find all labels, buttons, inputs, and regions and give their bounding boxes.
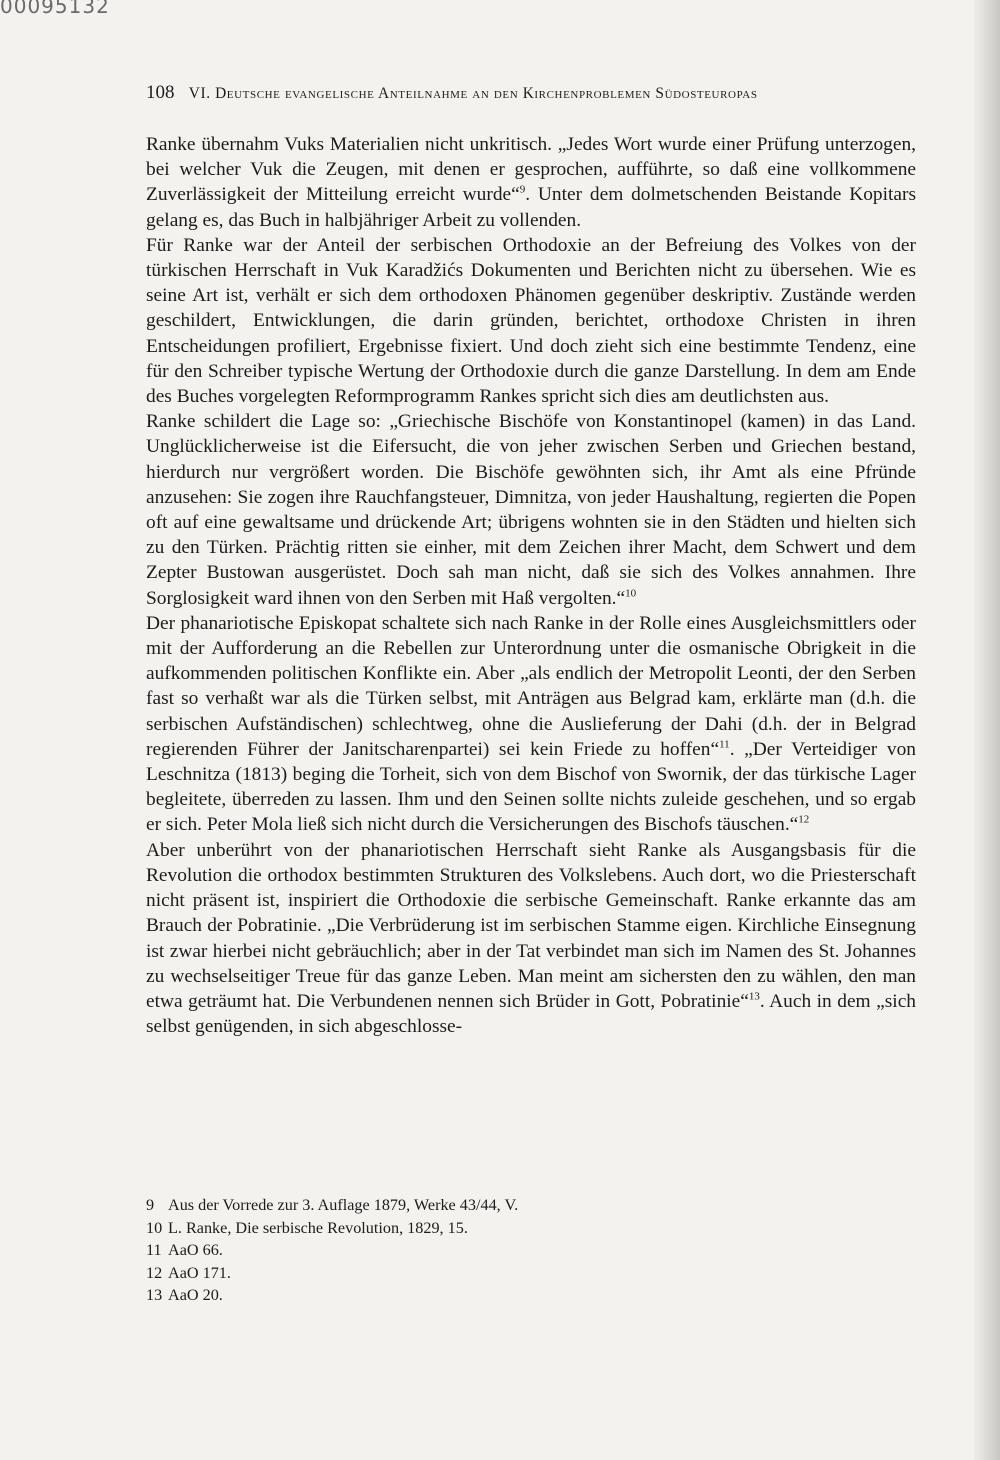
footnote-number: 13: [146, 1286, 163, 1305]
footnote-text: L. Ranke, Die serbische Revolution, 1829, 15.: [168, 1218, 468, 1237]
paragraph-text: . Auch in dem „sich selbst genügenden, in sich abgeschlosse-: [146, 990, 916, 1038]
footnote: [146, 1239, 916, 1262]
running-head: [146, 82, 926, 104]
footnote-text: AaO 171.: [168, 1263, 231, 1282]
footnote-reference: 9: [519, 183, 526, 196]
body-paragraph: [146, 132, 916, 233]
footnote: [146, 1262, 916, 1285]
footnote-number: 12: [146, 1263, 163, 1282]
paragraph-text: Ranke schildert die Lage so: „Griechische Bischöfe von Konstantinopel (kamen) in das Land. Unglücklicherweise ist die Eifersucht, die von jeher zwischen Serben und Griechen bestand, hierdurch nur vergrößert worden. Die Bischöfe gewöhnten sich, ihr Amt als eine Pfründe anzusehen: Sie zogen ihre Rauchfangsteuer, Dimnitza, von jeder Haushaltung, regierten die Popen oft auf eine gewaltsame und drückende Art; übrigens wohnten sie in den Städten und hielten sich zu den Türken. Prächtig ritten sie einher, mit dem Zeichen ihrer Macht, dem Schwert und dem Zepter Bustowan ausgerüstet. Doch sah man nicht, daß sie sich des Volkes annahmen. Ihre Sorglosigkeit ward ihnen von den Serben mit Haß vergolten.“: [146, 411, 916, 609]
footnote-reference: 10: [625, 587, 637, 600]
footnote-number: 11: [146, 1241, 162, 1260]
body-paragraph: [146, 838, 916, 1040]
scan-id-label: 00095132: [0, 0, 110, 18]
body-paragraph: [146, 611, 916, 838]
scan-edge-shadow: [974, 0, 1000, 1460]
running-head-title: VI. Deutsche evangelische Anteilnahme an den Kirchenproblemen Südosteuropas: [188, 85, 758, 102]
paragraph-text: . Unter dem dolmetschenden Beistande Kopitars gelang es, das Buch in halbjähriger Arbeit zu vollenden.: [146, 184, 916, 231]
footnote-text: AaO 66.: [168, 1241, 223, 1260]
footnote-reference: 12: [798, 814, 810, 827]
paragraph-text: Ranke übernahm Vuks Materialien nicht unkritisch. „Jedes Wort wurde einer Prüfung unterzogen, bei welcher Vuk die Zeugen, mit denen er gesprochen, aufführte, so daß eine vollkommene Zuverlässigkeit der Mitteilung erreicht wurde“: [146, 134, 916, 206]
footnote-text: Aus der Vorrede zur 3. Auflage 1879, Werke 43/44, V.: [168, 1196, 519, 1214]
footnote: [146, 1284, 916, 1307]
footnote-number: 10: [146, 1218, 163, 1237]
body-text: [146, 132, 916, 1039]
page-number: 108: [146, 82, 175, 103]
footnotes: [146, 1194, 916, 1307]
footnote-reference: 13: [748, 990, 760, 1003]
paragraph-text: . „Der Verteidiger von Leschnitza (1813) beging die Torheit, sich von dem Bischof von Swornik, der das türkische Lager begleitete, überreden zu lassen. Ihm und den Seinen sollte nichts zuleide geschehen, und so ergab er sich. Peter Mola ließ sich nicht durch die Versicherungen des Bischofs täuschen.“: [146, 738, 916, 836]
paragraph-text: Aber unberührt von der phanariotischen Herrschaft sieht Ranke als Ausgangsbasis für die Revolution die orthodox bestimmten Strukturen des Volkslebens. Auch dort, wo die Priesterschaft nicht präsent ist, inspiriert die Orthodoxie die serbische Gemeinschaft. Ranke erkannte das am Brauch der Pobratinie. „Die Verbrüderung ist im serbischen Stamme eigen. Kirchliche Einsegnung ist zwar hierbei nicht gebräuchlich; aber in der Tat verbindet man sich im Namen des St. Johannes zu wechselseitiger Treue für das ganze Leben. Man meint am sichersten den zu wählen, den man etwa geträumt hat. Die Verbundenen nennen sich Brüder in Gott, Pobratinie“: [146, 839, 916, 1012]
footnote: [146, 1217, 916, 1240]
footnote-reference: 11: [719, 738, 730, 751]
body-paragraph: [146, 233, 916, 409]
paragraph-text: Der phanariotische Episkopat schaltete sich nach Ranke in der Rolle eines Ausgleichsmittlers oder mit der Aufforderung an die Rebellen zur Unterordnung unter die osmanische Obrigkeit in die aufkommenden politischen Konflikte ein. Aber „als endlich der Metropolit Leonti, der den Serben fast so verhaßt war als die Türken selbst, mit Anträgen aus Belgrad kam, erklärte man (d.h. die serbischen Aufständischen) schlechtweg, ohne die Auslieferung der Dahi (d.h. der in Belgrad regierenden Führer der Janitscharenpartei) sei kein Friede zu hoffen“: [146, 612, 916, 760]
footnote: [146, 1194, 916, 1217]
footnote-text: AaO 20.: [168, 1286, 223, 1305]
paragraph-text: Für Ranke war der Anteil der serbischen Orthodoxie an der Befreiung des Volkes von der türkischen Herrschaft in Vuk Karadžićs Dokumenten und Berichten nicht zu übersehen. Wie es seine Art ist, verhält er sich dem orthodoxen Phänomen gegenüber deskriptiv. Zustände werden geschildert, Entwicklungen, die darin gründen, berichtet, orthodoxe Christen in ihren Entscheidungen profiliert, Ergebnisse fixiert. Und doch zieht sich eine bestimmte Tendenz, eine für den Schreiber typische Wertung der Orthodoxie durch die ganze Darstellung. In dem am Ende des Buches vorgelegten Reformprogramm Rankes spricht sich dies am deutlichsten aus.: [146, 234, 916, 408]
footnote-number: 9: [146, 1196, 155, 1214]
body-paragraph: [146, 409, 916, 611]
